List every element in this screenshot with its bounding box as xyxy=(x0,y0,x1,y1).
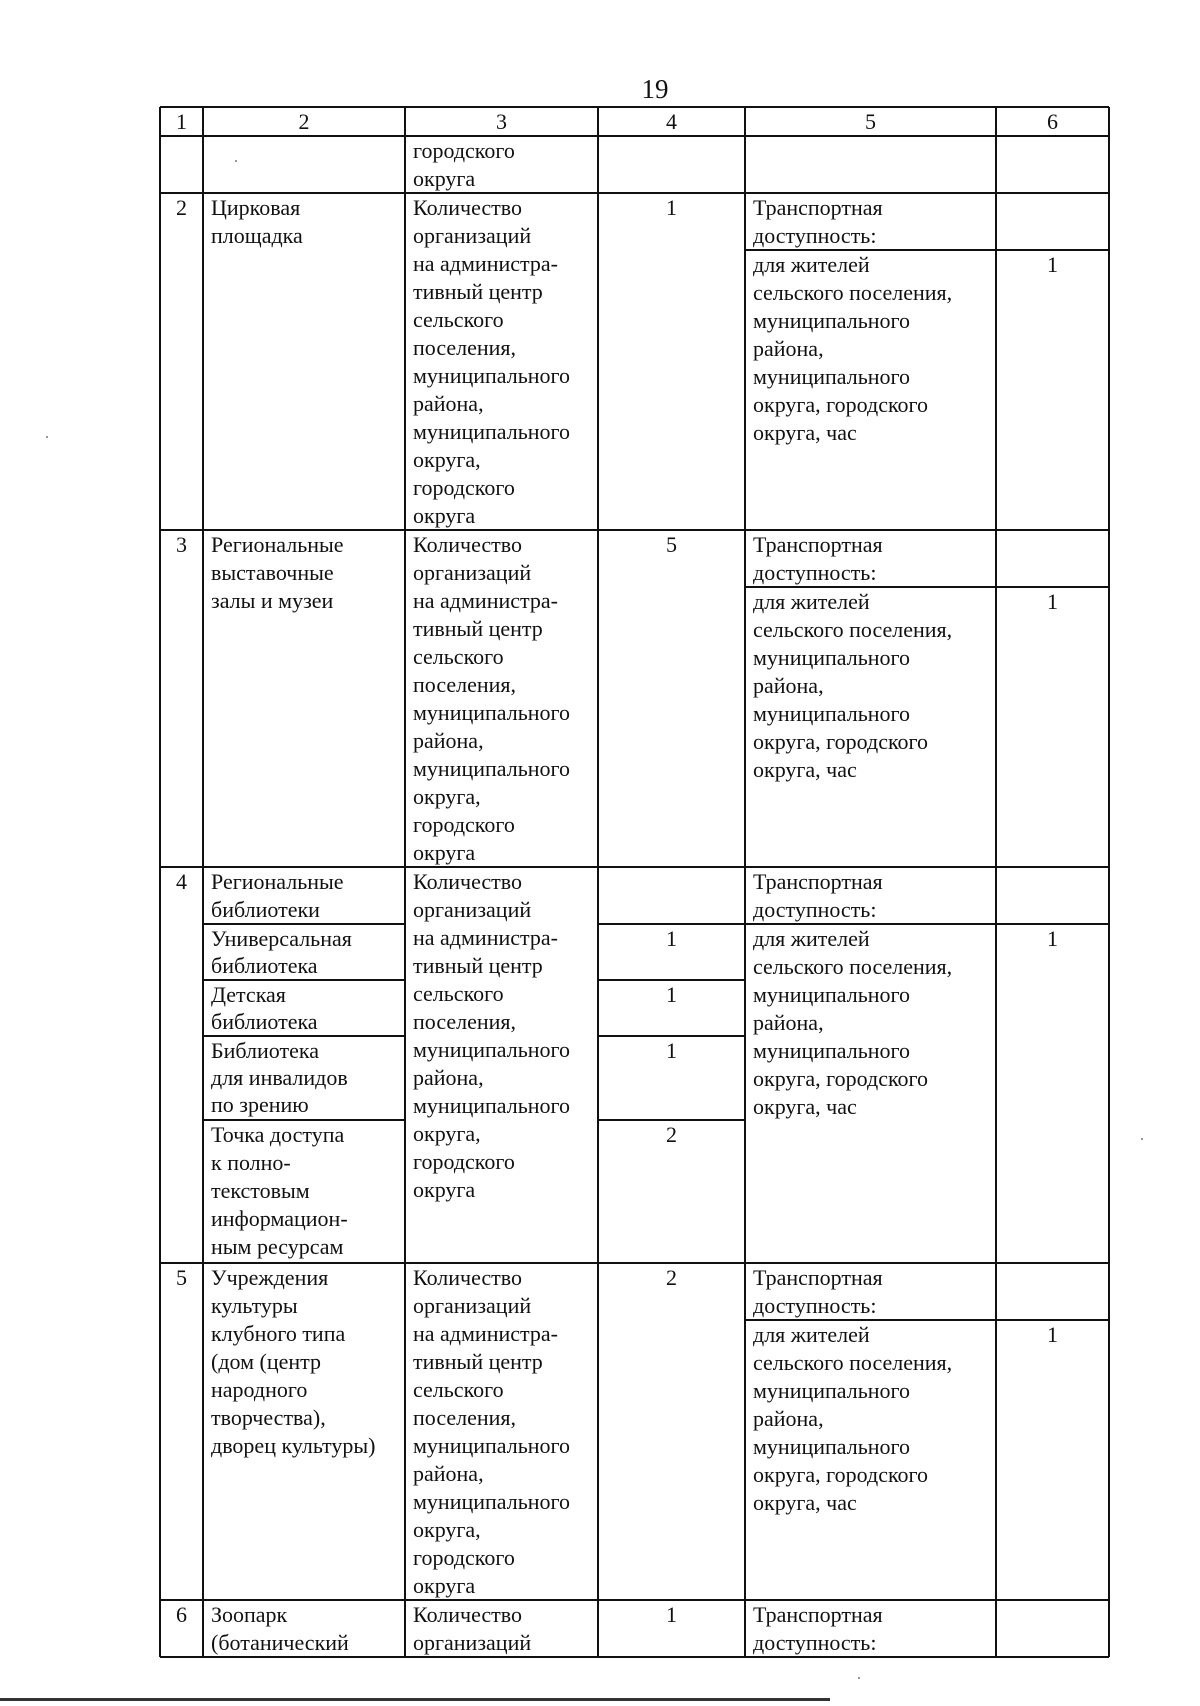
row5-number: 5 xyxy=(176,1265,187,1290)
row6-col3-line: Количество xyxy=(413,1602,523,1627)
header-col-4: 4 xyxy=(666,109,677,134)
row5-col5-top-line: доступность: xyxy=(753,1293,877,1318)
header-col-6: 6 xyxy=(1047,109,1058,134)
row5-name-line: клубного типа xyxy=(211,1321,346,1346)
row3-col3-line: на администра- xyxy=(413,588,558,613)
row5-col3-line: муниципального xyxy=(413,1489,571,1514)
row4-col3-line: округа xyxy=(413,1177,476,1202)
row5-col3-line: муниципального xyxy=(413,1433,571,1458)
header-col-3: 3 xyxy=(496,109,507,134)
row2-col3-line: района, xyxy=(413,391,484,416)
row3-col5-bottom-line: округа, час xyxy=(753,757,857,782)
row3-col5-bottom-line: для жителей xyxy=(753,589,870,614)
row2-col5-bottom-line: муниципального xyxy=(753,308,911,333)
row2-col3-line: муниципального xyxy=(413,363,571,388)
row3-col4-value: 5 xyxy=(666,532,677,557)
row4-col3-line: округа, xyxy=(413,1121,481,1146)
row3-col3-line: округа, xyxy=(413,784,481,809)
row4-col3-line: поселения, xyxy=(413,1009,517,1034)
row5-col3-line: сельского xyxy=(413,1377,504,1402)
row6-name-line: (ботанический xyxy=(211,1630,349,1655)
row2-col3-line: городского xyxy=(413,475,515,500)
cont-col3-line: городского xyxy=(413,138,515,163)
row3-col3-line: муниципального xyxy=(413,700,571,725)
row4-sub1-name-line: Универсальная xyxy=(211,926,352,951)
row5-col5-bottom-line: для жителей xyxy=(753,1322,870,1347)
row3-col5-bottom-line: муниципального xyxy=(753,701,911,726)
row5-col3-line: района, xyxy=(413,1461,484,1486)
row2-col3-line: сельского xyxy=(413,307,504,332)
row5-col4-value: 2 xyxy=(666,1265,677,1290)
row5-col5-bottom-line: сельского поселения, xyxy=(753,1350,953,1375)
row2-name-line: площадка xyxy=(211,223,303,248)
row5-col3-line: тивный центр xyxy=(413,1349,543,1374)
row4-name-line: Региональные xyxy=(211,869,344,894)
row4-sub4-name-line: ным ресурсам xyxy=(211,1234,344,1259)
row5-name-line: народного xyxy=(211,1377,308,1402)
row2-col3-line: округа xyxy=(413,503,476,528)
row4-col3-line: Количество xyxy=(413,869,523,894)
row2-col3-line: Количество xyxy=(413,195,523,220)
row2-number: 2 xyxy=(176,195,187,220)
scan-speck xyxy=(1141,1138,1143,1140)
row4-sub4-col4-value: 2 xyxy=(666,1122,677,1147)
row2-col3-line: на администра- xyxy=(413,251,558,276)
row2-col5-bottom-line: округа, час xyxy=(753,420,857,445)
row3-col3-line: округа xyxy=(413,840,476,865)
row3-col3-line: сельского xyxy=(413,644,504,669)
row5-col5-bottom-line: округа, час xyxy=(753,1490,857,1515)
row6-name-line: Зоопарк xyxy=(211,1602,288,1627)
row4-sub2-col4-value: 1 xyxy=(666,982,677,1007)
row5-name-line: дворец культуры) xyxy=(211,1433,376,1458)
row5-col3-line: округа, xyxy=(413,1517,481,1542)
row5-name-line: (дом (центр xyxy=(211,1349,322,1374)
row3-col5-bottom-line: сельского поселения, xyxy=(753,617,953,642)
row3-name-line: залы и музеи xyxy=(211,588,334,613)
row2-col5-bottom-line: округа, городского xyxy=(753,392,929,417)
row3-col6-value: 1 xyxy=(1047,589,1058,614)
row4-sub1-name-line: библиотека xyxy=(211,953,318,978)
row5-col5-bottom-line: района, xyxy=(753,1406,824,1431)
row5-col3-line: городского xyxy=(413,1545,515,1570)
row2-col6-value: 1 xyxy=(1047,252,1058,277)
row4-number: 4 xyxy=(176,869,187,894)
cont-col3-line: округа xyxy=(413,166,476,191)
row6-col5-top-line: Транспортная xyxy=(753,1602,883,1627)
row3-col5-top-line: Транспортная xyxy=(753,532,883,557)
page-number: 19 xyxy=(641,74,669,104)
row3-col3-line: Количество xyxy=(413,532,523,557)
scan-speck xyxy=(46,436,48,438)
row2-col4-value: 1 xyxy=(666,195,677,220)
row4-col5-bottom-line: для жителей xyxy=(753,926,870,951)
row4-col5-bottom-line: округа, час xyxy=(753,1094,857,1119)
row6-col4-value: 1 xyxy=(666,1602,677,1627)
row3-col3-line: района, xyxy=(413,728,484,753)
row2-col5-top-line: Транспортная xyxy=(753,195,883,220)
row2-col3-line: округа, xyxy=(413,447,481,472)
header-col-2: 2 xyxy=(298,109,310,134)
row2-name-line: Цирковая xyxy=(211,195,301,220)
row2-col3-line: поселения, xyxy=(413,335,517,360)
scan-speck xyxy=(235,160,237,162)
row5-col3-line: организаций xyxy=(413,1293,532,1318)
row2-col3-line: организаций xyxy=(413,223,532,248)
row4-col3-line: городского xyxy=(413,1149,515,1174)
row4-sub4-name-line: к полно- xyxy=(211,1150,291,1175)
row5-name-line: творчества), xyxy=(211,1405,326,1430)
row5-col5-bottom-line: округа, городского xyxy=(753,1462,929,1487)
row4-sub1-col4-value: 1 xyxy=(666,926,677,951)
row4-col3-line: сельского xyxy=(413,981,504,1006)
row5-name-line: Учреждения xyxy=(211,1265,329,1290)
row4-col3-line: муниципального xyxy=(413,1037,571,1062)
row4-name-line: библиотеки xyxy=(211,897,320,922)
row4-col3-line: на администра- xyxy=(413,925,558,950)
row2-col5-bottom-line: для жителей xyxy=(753,252,870,277)
row3-col3-line: тивный центр xyxy=(413,616,543,641)
row4-sub4-name-line: текстовым xyxy=(211,1178,310,1203)
row5-col5-top-line: Транспортная xyxy=(753,1265,883,1290)
row6-col5-top-line: доступность: xyxy=(753,1630,877,1655)
row4-col5-bottom-line: района, xyxy=(753,1010,824,1035)
row5-col3-line: Количество xyxy=(413,1265,523,1290)
row5-col5-bottom-line: муниципального xyxy=(753,1434,911,1459)
row2-col5-bottom-line: муниципального xyxy=(753,364,911,389)
row3-col5-bottom-line: района, xyxy=(753,673,824,698)
row4-col5-bottom-line: муниципального xyxy=(753,982,911,1007)
row6-number: 6 xyxy=(176,1602,187,1627)
header-col-5: 5 xyxy=(865,109,876,134)
row4-sub3-name-line: Библиотека xyxy=(211,1038,320,1063)
row5-col5-bottom-line: муниципального xyxy=(753,1378,911,1403)
row5-col3-line: поселения, xyxy=(413,1405,517,1430)
row3-name-line: выставочные xyxy=(211,560,334,585)
row4-col5-bottom-line: сельского поселения, xyxy=(753,954,953,979)
row3-col3-line: городского xyxy=(413,812,515,837)
row4-sub3-name-line: по зрению xyxy=(211,1092,309,1117)
row3-col5-top-line: доступность: xyxy=(753,560,877,585)
row4-sub3-name-line: для инвалидов xyxy=(211,1065,348,1090)
row5-name-line: культуры xyxy=(211,1293,298,1318)
row3-col5-bottom-line: муниципального xyxy=(753,645,911,670)
row4-sub2-name-line: Детская xyxy=(211,982,286,1007)
row5-col3-line: округа xyxy=(413,1573,476,1598)
row4-col3-line: муниципального xyxy=(413,1093,571,1118)
row3-col3-line: муниципального xyxy=(413,756,571,781)
row3-col3-line: организаций xyxy=(413,560,532,585)
row2-col5-bottom-line: района, xyxy=(753,336,824,361)
row4-col3-line: района, xyxy=(413,1065,484,1090)
row3-col3-line: поселения, xyxy=(413,672,517,697)
row4-sub2-name-line: библиотека xyxy=(211,1009,318,1034)
row4-col3-line: тивный центр xyxy=(413,953,543,978)
row2-col5-bottom-line: сельского поселения, xyxy=(753,280,953,305)
row4-sub4-name-line: Точка доступа xyxy=(211,1122,345,1147)
row4-col3-line: организаций xyxy=(413,897,532,922)
row3-name-line: Региональные xyxy=(211,532,344,557)
row4-col6-value: 1 xyxy=(1047,926,1058,951)
row2-col3-line: муниципального xyxy=(413,419,571,444)
row2-col3-line: тивный центр xyxy=(413,279,543,304)
row3-col5-bottom-line: округа, городского xyxy=(753,729,929,754)
row2-col5-top-line: доступность: xyxy=(753,223,877,248)
row4-col5-top-line: Транспортная xyxy=(753,869,883,894)
header-col-1: 1 xyxy=(176,109,187,134)
scan-speck xyxy=(858,1677,860,1679)
row5-col6-value: 1 xyxy=(1047,1322,1058,1347)
row4-col5-bottom-line: муниципального xyxy=(753,1038,911,1063)
row4-sub3-col4-value: 1 xyxy=(666,1038,677,1063)
row4-col5-bottom-line: округа, городского xyxy=(753,1066,929,1091)
row5-col3-line: на администра- xyxy=(413,1321,558,1346)
row4-col5-top-line: доступность: xyxy=(753,897,877,922)
row6-col3-line: организаций xyxy=(413,1630,532,1655)
row4-sub4-name-line: информацион- xyxy=(211,1206,348,1231)
row3-number: 3 xyxy=(176,532,187,557)
page-bottom-rule xyxy=(0,1698,830,1701)
